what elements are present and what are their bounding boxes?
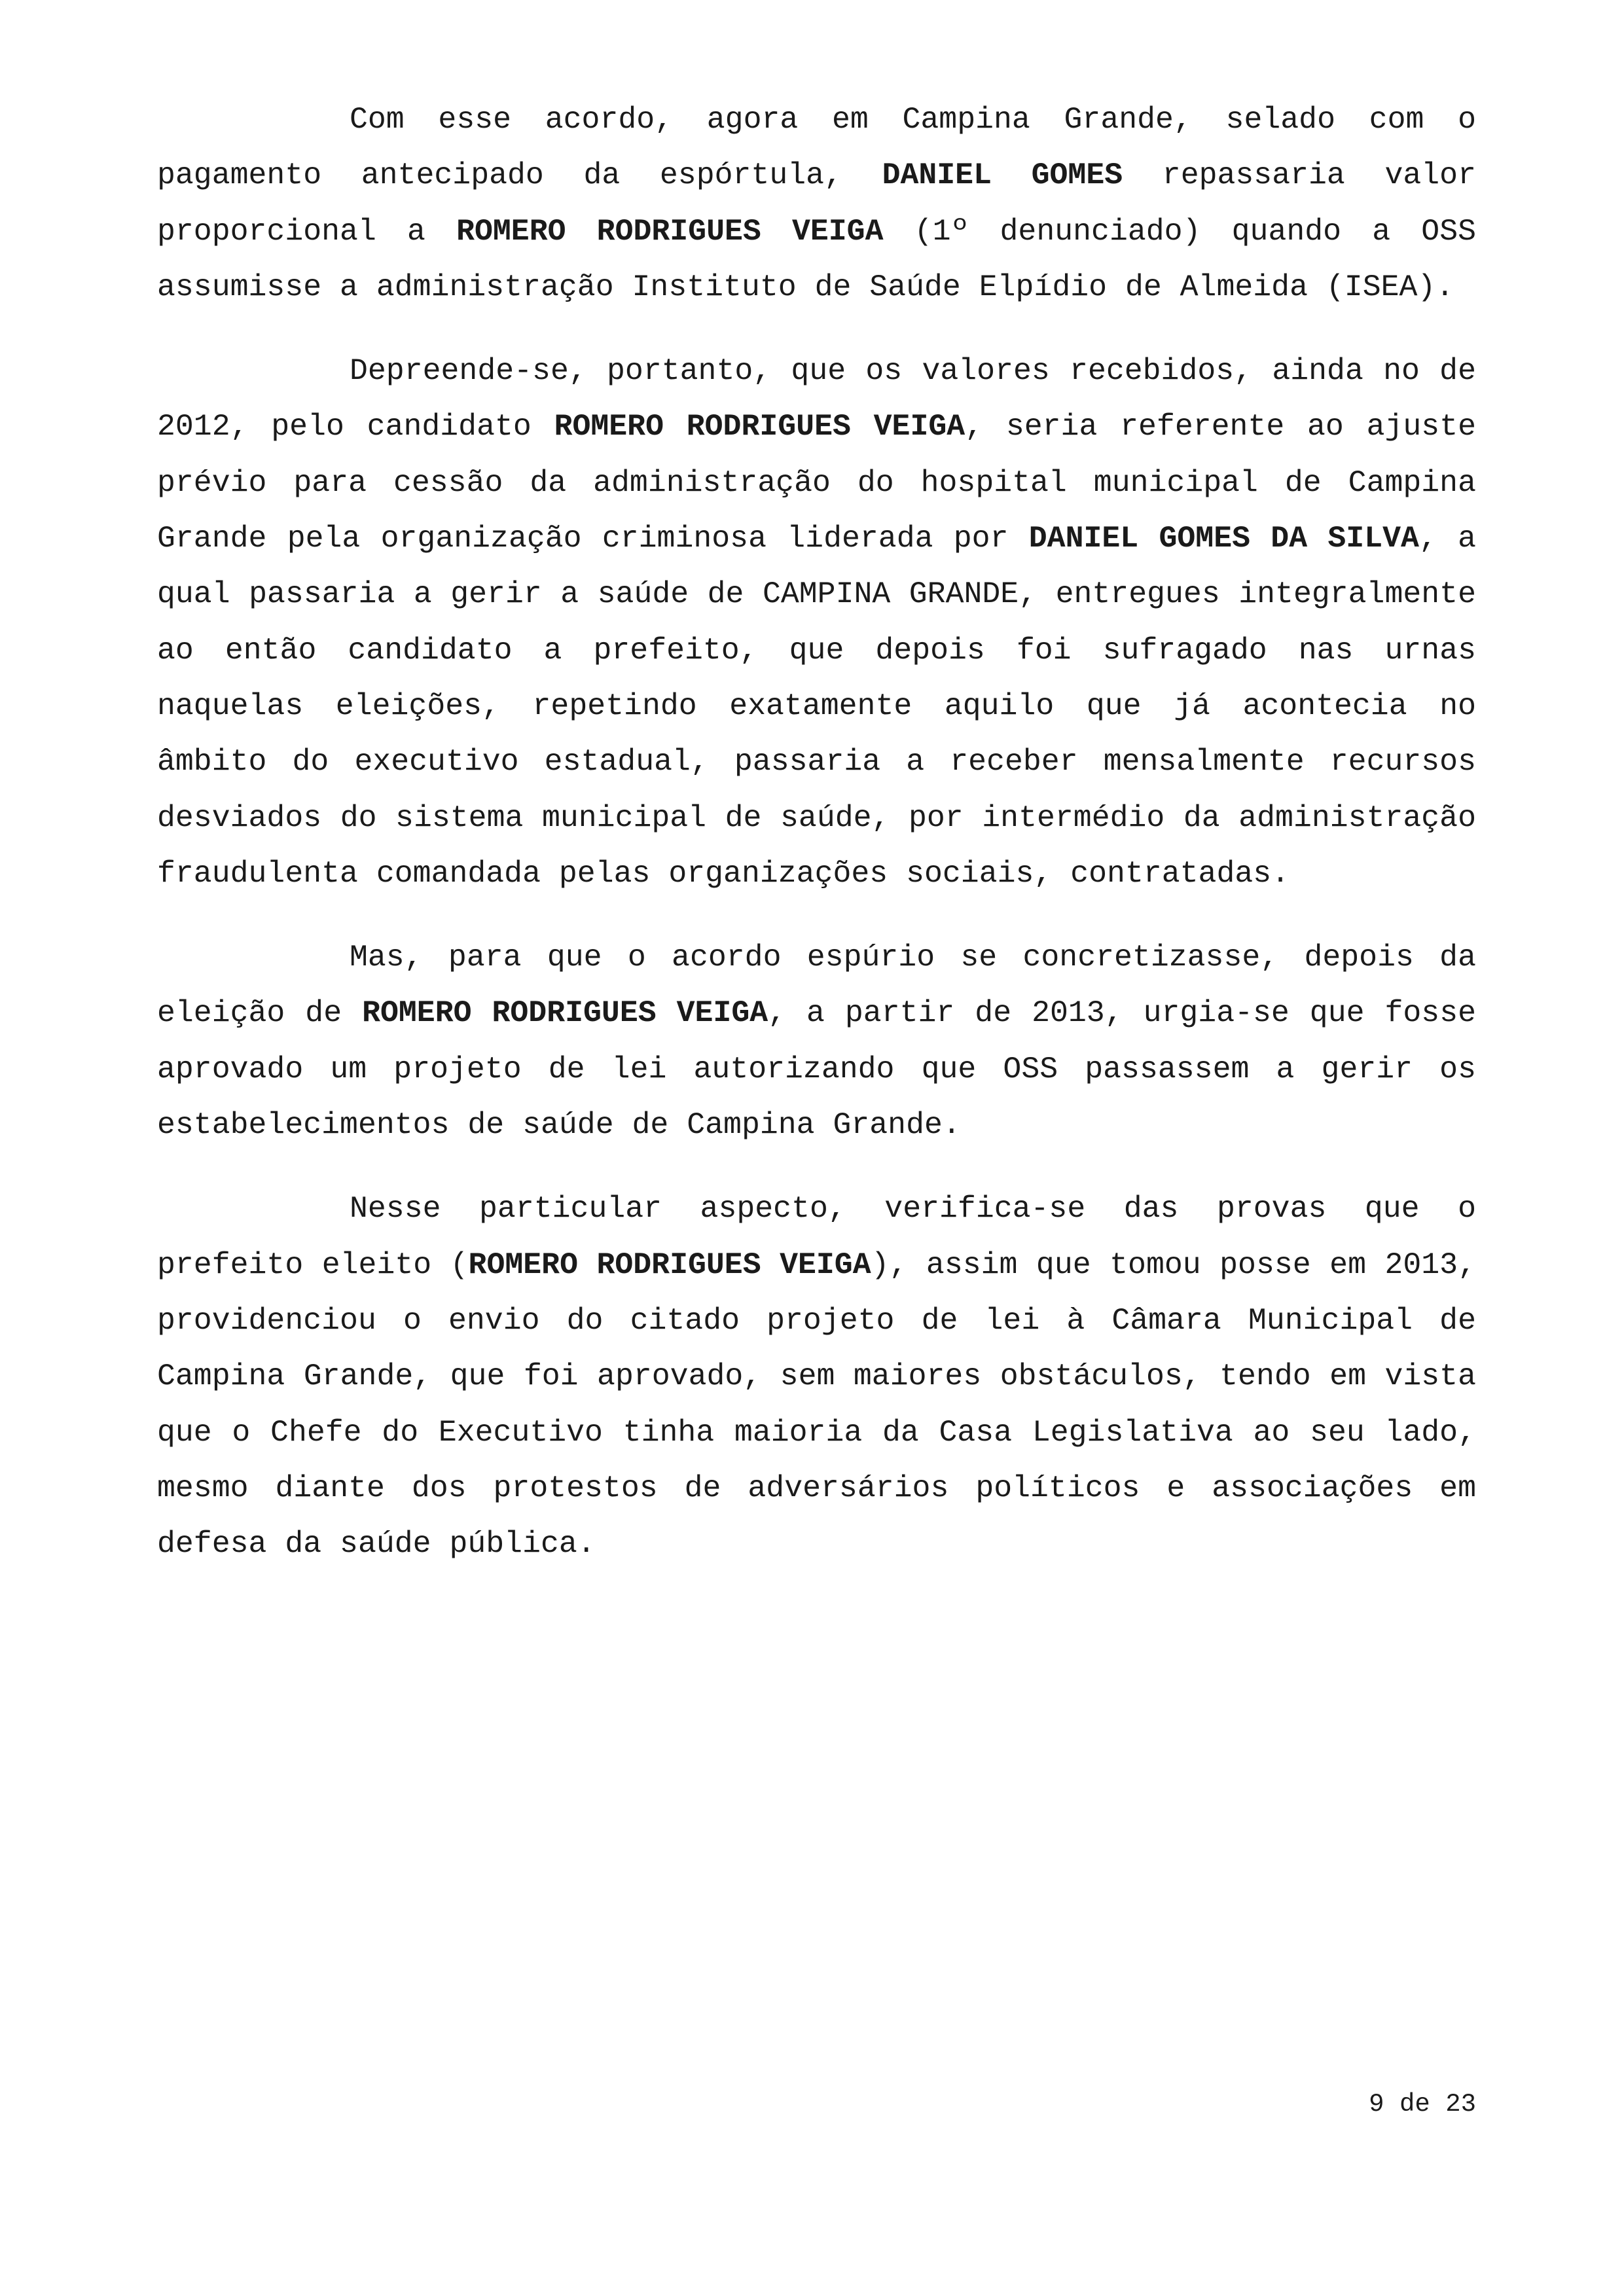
text-segment: , a partir de 2013, urgia-se que fosse aprovado um projeto de lei autorizando que OSS passassem a gerir os estabelecimentos de saúde de Campina Grande. [157,996,1477,1143]
name-defendant: DANIEL GOMES DA SILVA [1028,521,1419,556]
paragraph-3 [157,929,1476,1153]
name-defendant: ROMERO RODRIGUES VEIGA [554,409,965,444]
paragraph-4 [157,1181,1476,1571]
document-body [157,92,1476,1600]
text-segment: repassaria valor proporcional a [157,158,1476,249]
text-segment: Mas, para que o acordo espúrio se concretizasse, depois da eleição de [157,940,1476,1031]
name-defendant: DANIEL GOMES [882,158,1123,193]
text-segment: ), assim que tomou posse em 2013, providenciou o envio do citado projeto de lei à Câmara Municipal de Campina Grande, que foi aprovado, sem maiores obstáculos, tendo em vista que o Chefe do Executivo tinha maioria da Casa Legislativa ao seu lado, mesmo diante dos protestos de adversários políticos e associações em defesa da saúde pública. [157,1247,1476,1562]
text-segment: Com esse acordo, agora em Campina Grande, selado com o pagamento antecipado da espórtula, [157,102,1476,193]
text-segment: , seria referente ao ajuste prévio para cessão da administração do hospital municipal de Campina Grande pela organização criminosa liderada por [157,409,1476,556]
text-segment: , a qual passaria a gerir a saúde de CAMPINA GRANDE, entregues integralmente ao então candidato a prefeito, que depois foi sufragado nas urnas naquelas eleições, repetindo exatamente aquilo que já acontecia no âmbito do executivo estadual, passaria a receber mensalmente recursos desviados do sistema municipal de saúde, por intermédio da administração fraudulenta comandada pelas organizações sociais, contratadas. [157,521,1476,891]
name-defendant: ROMERO RODRIGUES VEIGA [362,996,768,1031]
name-defendant: ROMERO RODRIGUES VEIGA [468,1247,871,1282]
name-defendant: ROMERO RODRIGUES VEIGA [456,213,884,249]
text-segment: Nesse particular aspecto, verifica-se das provas que o prefeito eleito ( [157,1191,1476,1282]
paragraph-2 [157,343,1476,901]
text-segment: Depreende-se, portanto, que os valores recebidos, ainda no de 2012, pelo candidato [157,353,1476,444]
paragraph-1 [157,92,1476,315]
page-number: 9 de 23 [1369,2090,1476,2119]
text-segment: (1º denunciado) quando a OSS assumisse a administração Instituto de Saúde Elpídio de Almeida (ISEA). [157,213,1476,304]
